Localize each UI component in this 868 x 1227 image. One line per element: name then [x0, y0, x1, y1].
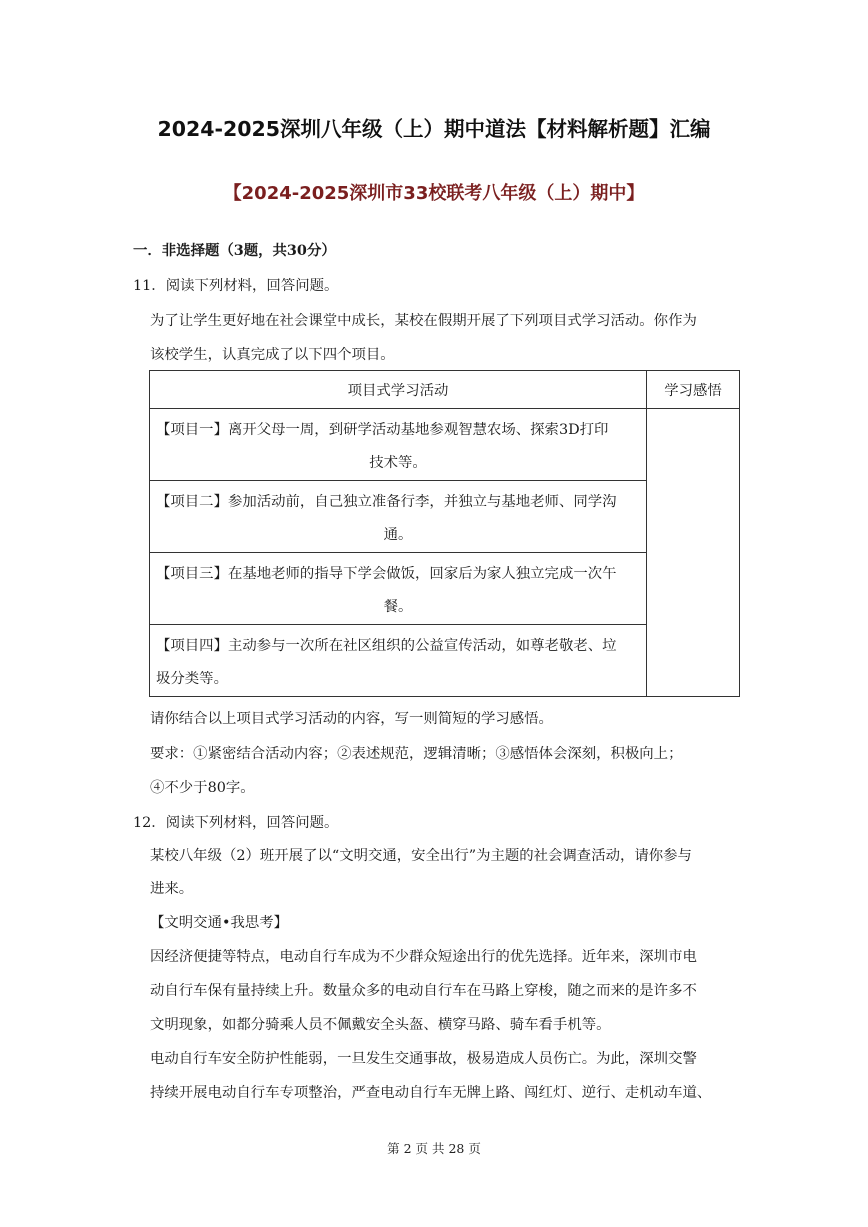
question-11-requirements: ④不少于80字。 — [150, 780, 255, 796]
question-11-task: 请你结合以上项目式学习活动的内容，写一则简短的学习感悟。 — [150, 711, 553, 727]
question-12-paragraph-line: 因经济便捷等特点，电动自行车成为不少群众短途出行的优先选择。近年来，深圳市电 — [150, 949, 697, 965]
part-heading: 一．非选择题（3题，共30分） — [133, 242, 336, 259]
table-row-project-1 — [150, 409, 647, 481]
table-header-activities: 项目式学习活动 — [150, 371, 647, 409]
question-12-intro-line: 某校八年级（2）班开展了以“文明交通，安全出行”为主题的社会调查活动，请你参与 — [150, 848, 692, 864]
question-12-paragraph-line: 电动自行车安全防护性能弱，一旦发生交通事故，极易造成人员伤亡。为此，深圳交警 — [150, 1051, 697, 1067]
question-11-stem: 11．阅读下列材料，回答问题。 — [133, 278, 339, 294]
question-11-intro-line: 该校学生，认真完成了以下四个项目。 — [150, 347, 395, 363]
project-text-line: 【项目一】离开父母一周，到研学活动基地参观智慧农场、探索3D打印 — [156, 421, 609, 438]
table-row-project-3 — [150, 553, 647, 625]
question-12-paragraph-line: 持续开展电动自行车专项整治，严查电动自行车无牌上路、闯红灯、逆行、走机动车道、 — [150, 1085, 712, 1101]
project-text-line: 餐。 — [383, 598, 413, 615]
project-text-line: 圾分类等。 — [156, 670, 228, 687]
question-11-requirements: 要求：①紧密结合活动内容；②表述规范，逻辑清晰；③感悟体会深刻，积极向上； — [150, 746, 683, 762]
project-text-line: 【项目二】参加活动前，自己独立准备行李，并独立与基地老师、同学沟 — [156, 493, 617, 510]
table-row-project-2 — [150, 481, 647, 553]
project-text-line: 通。 — [383, 526, 413, 543]
section-title: 【2024-2025深圳市33校联考八年级（上）期中】 — [223, 183, 645, 204]
project-text-line: 【项目四】主动参与一次所在社区组织的公益宣传活动，如尊老敬老、垃 — [156, 637, 617, 654]
question-12-paragraph-line: 动自行车保有量持续上升。数量众多的电动自行车在马路上穿梭，随之而来的是许多不 — [150, 983, 697, 999]
page-number-footer: 第 2 页 共 28 页 — [387, 1141, 481, 1156]
question-12-intro-line: 进来。 — [150, 881, 194, 897]
table-row-project-4 — [150, 625, 647, 697]
project-activity-table — [149, 370, 740, 697]
question-12-paragraph-line: 文明现象，如都分骑乘人员不佩戴安全头盔、横穿马路、骑车看手机等。 — [150, 1017, 611, 1033]
reflection-answer-cell — [647, 409, 740, 697]
document-title: 2024-2025深圳八年级（上）期中道法【材料解析题】汇编 — [157, 117, 711, 141]
question-11-intro-line: 为了让学生更好地在社会课堂中成长，某校在假期开展了下列项目式学习活动。你作为 — [150, 313, 697, 329]
project-text-line: 【项目三】在基地老师的指导下学会做饭，回家后为家人独立完成一次午 — [156, 565, 617, 582]
question-12-subheading: 【文明交通•我思考】 — [150, 915, 289, 931]
project-text-line: 技术等。 — [369, 454, 427, 471]
table-header-reflection: 学习感悟 — [647, 371, 740, 409]
question-12-stem: 12．阅读下列材料，回答问题。 — [133, 815, 339, 831]
